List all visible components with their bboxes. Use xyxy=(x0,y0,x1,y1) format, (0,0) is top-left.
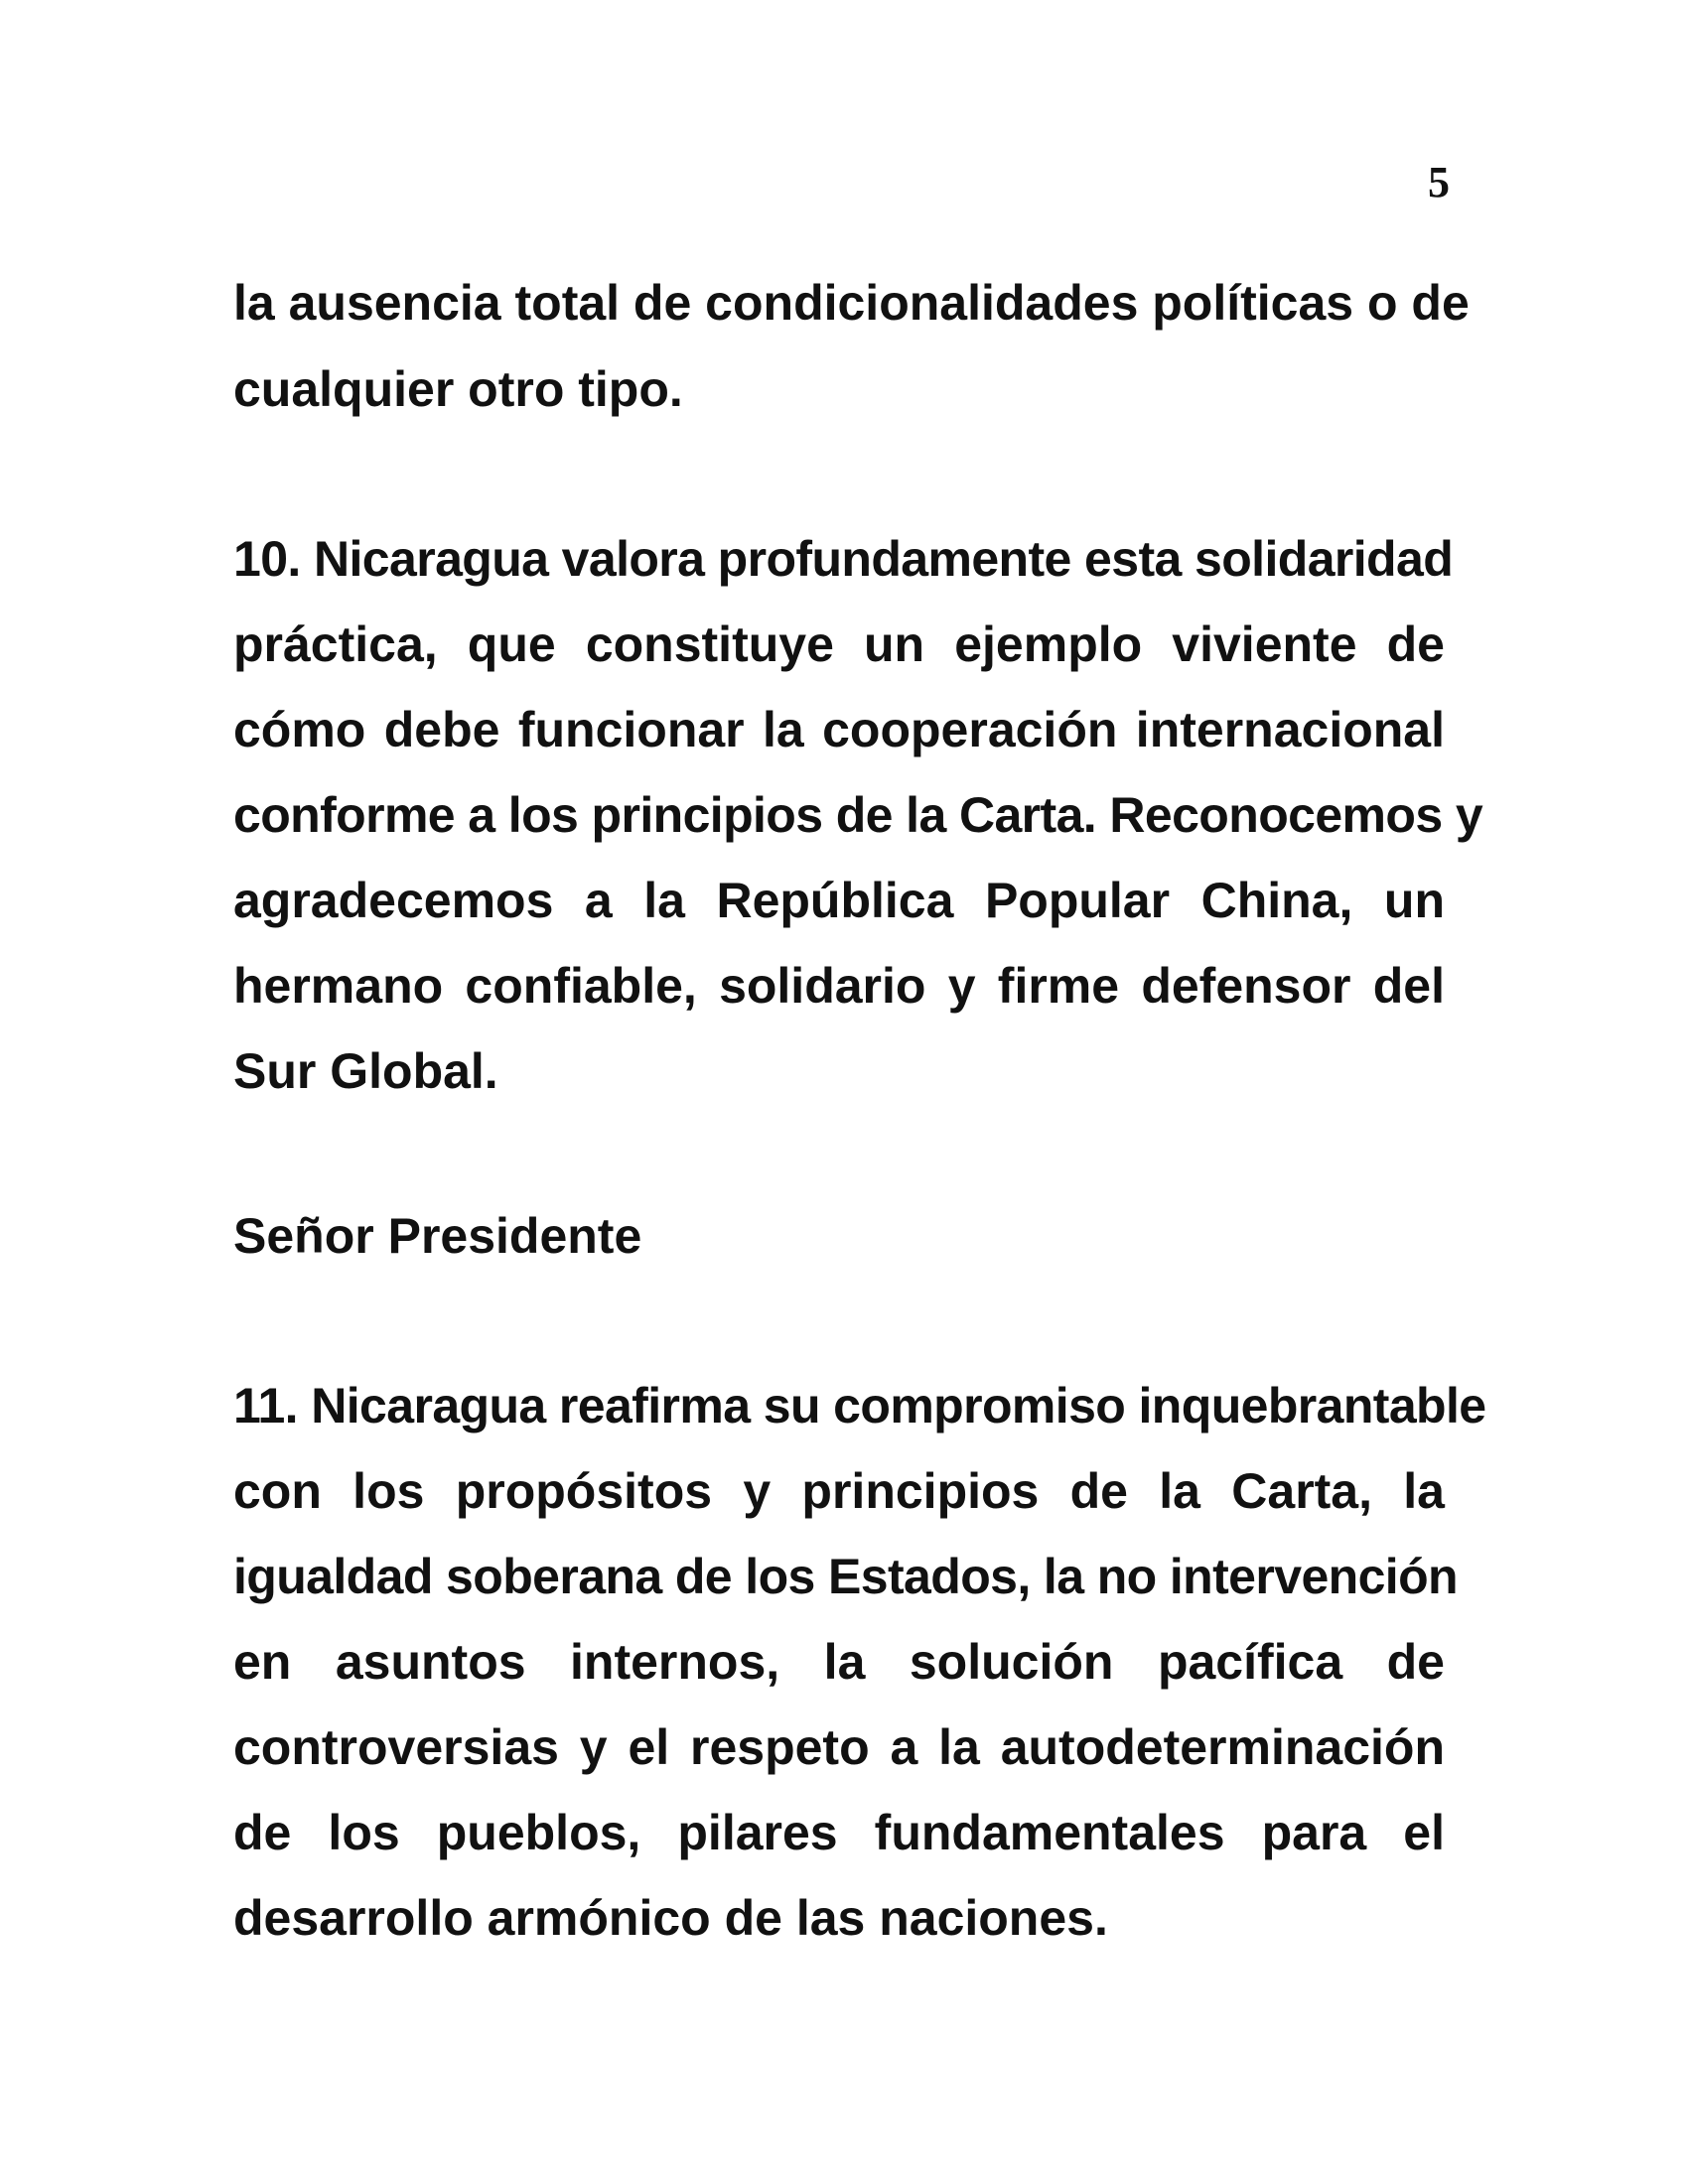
text-line: con los propósitos y principios de la Carta, la xyxy=(233,1463,1445,1519)
page-number: 5 xyxy=(1428,158,1450,206)
text-line: igualdad soberana de los Estados, la no intervención xyxy=(233,1549,1458,1604)
text-line: cómo debe funcionar la cooperación internacional xyxy=(233,702,1445,757)
text-line: la ausencia total de condicionalidades políticas o de xyxy=(233,275,1470,331)
salutation: Señor Presidente xyxy=(233,1208,642,1264)
text-line: cualquier otro tipo. xyxy=(233,361,683,417)
text-line: Sur Global. xyxy=(233,1043,498,1099)
text-line: práctica, que constituye un ejemplo viviente de xyxy=(233,616,1445,672)
text-line: de los pueblos, pilares fundamentales para el xyxy=(233,1805,1445,1860)
text-line: hermano confiable, solidario y firme defensor del xyxy=(233,958,1445,1014)
text-line: controversias y el respeto a la autodeterminación xyxy=(233,1719,1445,1775)
text-line: 10. Nicaragua valora profundamente esta solidaridad xyxy=(233,531,1454,587)
text-line: agradecemos a la República Popular China, un xyxy=(233,873,1445,928)
text-line: desarrollo armónico de las naciones. xyxy=(233,1890,1108,1946)
text-line: conforme a los principios de la Carta. Reconocemos y xyxy=(233,787,1483,843)
text-line: 11. Nicaragua reafirma su compromiso inquebrantable xyxy=(233,1378,1486,1433)
text-line: en asuntos internos, la solución pacífica de xyxy=(233,1634,1445,1690)
